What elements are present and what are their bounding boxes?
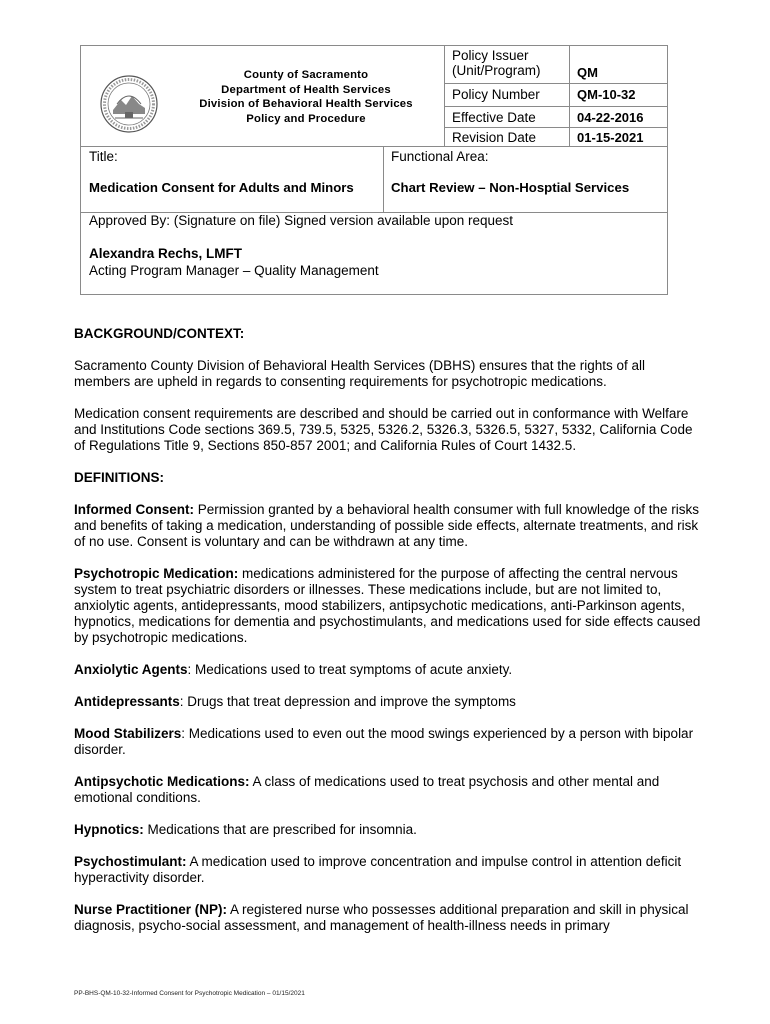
definition-text: A registered nurse who possesses additional preparation and skill in physical diagnosis, psycho-social assessment, and management of health-illness needs in primary [74,902,689,933]
policy-issuer-value: QM [577,65,598,80]
org-line-division: Division of Behavioral Health Services [199,98,413,110]
definition-item [74,774,704,806]
definition-text: A medication used to improve concentration and impulse control in attention deficit hyperactivity disorder. [74,854,682,885]
definitions-heading: DEFINITIONS: [74,470,164,485]
background-paragraph: Medication consent requirements are described and should be carried out in conformance with Welfare and Institutions Code sections 369.5, 739.5, 5325, 5326.2, 5326.3, 5326.5, 5327, 5332, California Code of Regulations Title 9, Sections 850-857 2001; and California Rules of Court 1432.5. [74,406,693,453]
county-seal-icon [99,74,159,134]
definition-item [74,902,704,934]
background-heading: BACKGROUND/CONTEXT: [74,326,245,341]
signer-name: Alexandra Rechs, LMFT [89,246,243,261]
definition-term: Antipsychotic Medications: [74,774,250,789]
definition-term: Anxiolytic Agents [74,662,188,677]
effective-date-value: 04-22-2016 [577,110,644,125]
definition-term: Hypnotics: [74,822,144,837]
org-line-doc-type: Policy and Procedure [246,112,366,125]
definition-text: A class of medications used to treat psychosis and other mental and emotional conditions. [74,774,660,805]
definition-term: Psychostimulant: [74,854,187,869]
definition-item [74,502,704,550]
policy-number-value: QM-10-32 [577,87,636,102]
page-footer: PP-BHS-QM-10-32-Informed Consent for Psychotropic Medication – 01/15/2021 [74,990,305,997]
approved-by: Approved By: (Signature on file) Signed version available upon request [89,213,514,228]
revision-date-label: Revision Date [452,130,537,145]
definition-term: Informed Consent: [74,502,194,517]
definition-text: : Medications used to treat symptoms of acute anxiety. [187,662,513,677]
title-label: Title: [89,149,118,164]
definition-text: Permission granted by a behavioral health consumer with full knowledge of the risks and benefits of taking a medication, understanding of possible side effects, alternate treatments, and risk of no use. Consent is voluntary and can be withdrawn at any time. [74,502,700,549]
policy-issuer-label-line1: Policy Issuer [452,48,529,63]
document-body [74,326,704,950]
functional-area-label: Functional Area: [391,149,489,164]
effective-date-label: Effective Date [452,110,536,125]
organization-block [181,68,431,126]
definition-item [74,726,704,758]
policy-issuer-label-line2: (Unit/Program) [452,63,541,78]
definition-item [74,662,704,678]
org-line-county: County of Sacramento [243,69,369,81]
definition-term: Mood Stabilizers [74,726,182,741]
definition-item [74,694,704,710]
definition-text: Medications that are prescribed for insomnia. [143,822,417,837]
revision-date-value: 01-15-2021 [577,130,644,145]
background-paragraph: Sacramento County Division of Behavioral Health Services (DBHS) ensures that the rights of all members are upheld in regards to consenting requirements for psychotropic medications. [74,358,646,389]
definition-term: Nurse Practitioner (NP): [74,902,228,917]
definition-text: : Medications used to even out the mood swings experienced by a person with bipolar disorder. [74,726,694,757]
definition-item [74,566,704,646]
policy-issuer-label [452,48,541,78]
definition-item [74,822,704,838]
policy-header-table [80,45,668,295]
policy-number-label: Policy Number [452,87,540,102]
definition-term: Psychotropic Medication: [74,566,239,581]
definition-term: Antidepressants [74,694,180,709]
definition-text: medications administered for the purpose of affecting the central nervous system to treat psychiatric disorders or illnesses. These medications include, but are not limited to, anxiolytic agents, antidepressants, mood stabilizers, antipsychotic medications, anti-Parkinson agents, hypnotics, medications for dementia and psychostimulants, and medications used for side effects caused by psychotropic medications. [74,566,701,645]
functional-area-value: Chart Review – Non-Hosptial Services [391,180,630,195]
definition-item [74,854,704,886]
definition-text: : Drugs that treat depression and improve the symptoms [179,694,516,709]
signer-title: Acting Program Manager – Quality Management [89,263,379,278]
title-value: Medication Consent for Adults and Minors [89,180,354,195]
org-line-department: Department of Health Services [221,83,391,96]
